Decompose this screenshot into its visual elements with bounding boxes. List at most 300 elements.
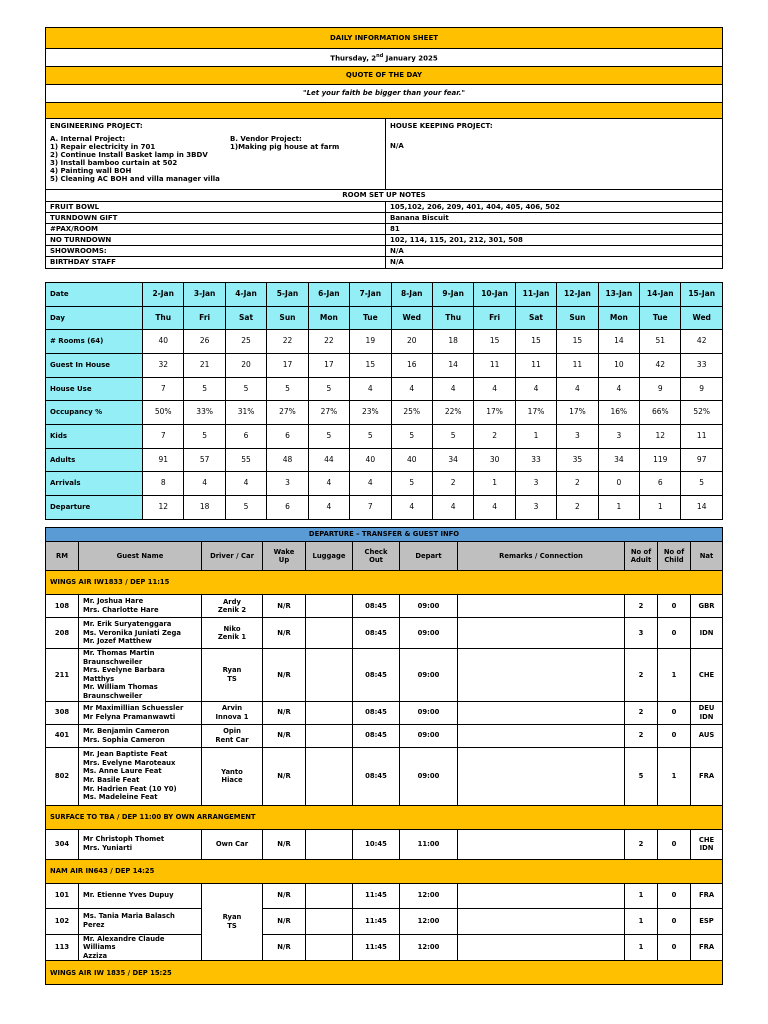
forecast-cell: 33 xyxy=(681,354,722,378)
col-depart: Depart xyxy=(400,542,458,571)
forecast-row-label: Departure xyxy=(46,496,143,520)
adult-count: 2 xyxy=(625,724,658,747)
check-out-time: 08:45 xyxy=(353,724,400,747)
forecast-cell: 4 xyxy=(432,496,473,520)
luggage-time xyxy=(306,618,353,649)
nationality: AUS xyxy=(691,724,723,747)
internal-item: 4) Painting wall BOH xyxy=(50,166,132,175)
forecast-cell: 20 xyxy=(225,354,266,378)
room-number: 308 xyxy=(46,701,79,724)
wake-up-call: N/R xyxy=(263,724,306,747)
adult-count: 2 xyxy=(625,701,658,724)
forecast-cell: 1 xyxy=(474,472,515,496)
forecast-cell: 7 xyxy=(350,496,391,520)
forecast-cell: 2 xyxy=(557,472,598,496)
guest-row xyxy=(46,649,723,702)
forecast-cell: 10 xyxy=(598,354,639,378)
child-count: 0 xyxy=(658,883,691,908)
col-rm: RM xyxy=(46,542,79,571)
forecast-row-label: Day xyxy=(46,307,143,330)
forecast-cell: Thu xyxy=(432,307,473,330)
forecast-cell: 42 xyxy=(681,330,722,354)
flight-group-title: WINGS AIR IW1833 / DEP 11:15 xyxy=(46,571,723,595)
check-out-time: 08:45 xyxy=(353,618,400,649)
nationality: CHE xyxy=(691,649,723,702)
luggage-time xyxy=(306,829,353,859)
child-count: 0 xyxy=(658,829,691,859)
forecast-cell: 3 xyxy=(515,472,556,496)
setup-value: N/A xyxy=(386,257,723,269)
internal-item: 5) Cleaning AC BOH and villa manager villa xyxy=(50,174,220,183)
forecast-cell: Sat xyxy=(225,307,266,330)
remarks-connection xyxy=(458,829,625,859)
nationality: DEU IDN xyxy=(691,701,723,724)
col-check-out: Check Out xyxy=(353,542,400,571)
wake-up-call: N/R xyxy=(263,649,306,702)
departure-table xyxy=(45,527,723,985)
adult-count: 2 xyxy=(625,829,658,859)
forecast-cell: 2 xyxy=(557,496,598,520)
guest-names: Mr. Alexandre Claude Williams Azziza xyxy=(79,934,202,961)
forecast-cell: 4 xyxy=(515,378,556,401)
vendor-project-list xyxy=(230,131,339,183)
child-count: 0 xyxy=(658,595,691,618)
forecast-cell: 0 xyxy=(598,472,639,496)
col-no-of-child: No of Child xyxy=(658,542,691,571)
forecast-cell: 4-Jan xyxy=(225,283,266,307)
setup-label: NO TURNDOWN xyxy=(46,235,386,246)
forecast-cell: Fri xyxy=(474,307,515,330)
check-out-time: 10:45 xyxy=(353,829,400,859)
forecast-cell: 12 xyxy=(640,425,681,449)
forecast-cell: 1 xyxy=(598,496,639,520)
forecast-row-label: Guest In House xyxy=(46,354,143,378)
forecast-cell: 13-Jan xyxy=(598,283,639,307)
forecast-cell: 18 xyxy=(432,330,473,354)
housekeeping-project-header: HOUSE KEEPING PROJECT: xyxy=(390,122,493,130)
forecast-cell: Tue xyxy=(350,307,391,330)
forecast-cell: 1 xyxy=(515,425,556,449)
forecast-cell: 8 xyxy=(143,472,184,496)
forecast-cell: 6-Jan xyxy=(308,283,349,307)
forecast-row-label: House Use xyxy=(46,378,143,401)
vendor-item: 1)Making pig house at farm xyxy=(230,142,340,151)
guest-row xyxy=(46,934,723,961)
child-count: 1 xyxy=(658,747,691,805)
setup-value: 81 xyxy=(386,224,723,235)
luggage-time xyxy=(306,908,353,934)
wake-up-call: N/R xyxy=(263,618,306,649)
depart-time: 12:00 xyxy=(400,934,458,961)
vendor-project-header: B. Vendor Project: xyxy=(230,134,302,143)
forecast-cell: 16 xyxy=(391,354,432,378)
driver-car: Opin Rent Car xyxy=(202,724,263,747)
room-number: 113 xyxy=(46,934,79,961)
luggage-time xyxy=(306,747,353,805)
forecast-cell: Mon xyxy=(598,307,639,330)
forecast-cell: Mon xyxy=(308,307,349,330)
nationality: FRA xyxy=(691,883,723,908)
room-number: 304 xyxy=(46,829,79,859)
remarks-connection xyxy=(458,908,625,934)
depart-time: 12:00 xyxy=(400,908,458,934)
setup-value: Banana Biscuit xyxy=(386,213,723,224)
forecast-cell: 9 xyxy=(640,378,681,401)
quote-text: "Let your faith be bigger than your fear." xyxy=(46,85,723,103)
forecast-cell: 5-Jan xyxy=(267,283,308,307)
forecast-cell: 66% xyxy=(640,401,681,425)
forecast-cell: 44 xyxy=(308,449,349,472)
forecast-cell: 5 xyxy=(681,472,722,496)
forecast-cell: 40 xyxy=(350,449,391,472)
forecast-cell: 97 xyxy=(681,449,722,472)
forecast-cell: 4 xyxy=(184,472,225,496)
flight-group-row xyxy=(46,859,723,883)
forecast-cell: 22% xyxy=(432,401,473,425)
luggage-time xyxy=(306,724,353,747)
forecast-row-label: Occupancy % xyxy=(46,401,143,425)
forecast-data-row xyxy=(46,472,723,496)
adult-count: 3 xyxy=(625,618,658,649)
forecast-cell: 14 xyxy=(432,354,473,378)
housekeeping-project-cell xyxy=(386,119,723,190)
remarks-connection xyxy=(458,883,625,908)
flight-group-row xyxy=(46,805,723,829)
forecast-cell: 11-Jan xyxy=(515,283,556,307)
guest-row xyxy=(46,701,723,724)
driver-car: Ryan TS xyxy=(202,649,263,702)
luggage-time xyxy=(306,595,353,618)
forecast-cell: 25 xyxy=(225,330,266,354)
forecast-cell: 4 xyxy=(598,378,639,401)
forecast-cell: Tue xyxy=(640,307,681,330)
guest-row xyxy=(46,724,723,747)
forecast-cell: 15 xyxy=(474,330,515,354)
setup-label: BIRTHDAY STAFF xyxy=(46,257,386,269)
forecast-cell: 4 xyxy=(391,378,432,401)
check-out-time: 11:45 xyxy=(353,908,400,934)
forecast-cell: 7 xyxy=(143,425,184,449)
forecast-cell: 15 xyxy=(557,330,598,354)
room-number: 101 xyxy=(46,883,79,908)
check-out-time: 08:45 xyxy=(353,649,400,702)
forecast-cell: Wed xyxy=(391,307,432,330)
nationality: CHE IDN xyxy=(691,829,723,859)
forecast-data-row xyxy=(46,330,723,354)
forecast-cell: 17% xyxy=(515,401,556,425)
forecast-cell: 2 xyxy=(474,425,515,449)
departure-header: DEPARTURE – TRANSFER & GUEST INFO xyxy=(46,528,723,542)
forecast-cell: 14 xyxy=(598,330,639,354)
forecast-cell: Thu xyxy=(143,307,184,330)
forecast-cell: 25% xyxy=(391,401,432,425)
forecast-cell: 3 xyxy=(598,425,639,449)
guest-row xyxy=(46,829,723,859)
forecast-cell: 33 xyxy=(515,449,556,472)
child-count: 0 xyxy=(658,724,691,747)
child-count: 0 xyxy=(658,701,691,724)
check-out-time: 11:45 xyxy=(353,883,400,908)
forecast-cell: 3 xyxy=(557,425,598,449)
luggage-time xyxy=(306,883,353,908)
col-luggage: Luggage xyxy=(306,542,353,571)
guest-names: Mr Christoph Thomet Mrs. Yuniarti xyxy=(79,829,202,859)
forecast-cell: 17% xyxy=(474,401,515,425)
flight-group-row xyxy=(46,961,723,985)
forecast-cell: 5 xyxy=(225,378,266,401)
forecast-cell: 23% xyxy=(350,401,391,425)
col-guest-name: Guest Name xyxy=(79,542,202,571)
forecast-cell: 4 xyxy=(350,472,391,496)
forecast-cell: 4 xyxy=(225,472,266,496)
forecast-cell: 12-Jan xyxy=(557,283,598,307)
forecast-cell: 1 xyxy=(640,496,681,520)
forecast-cell: 57 xyxy=(184,449,225,472)
child-count: 0 xyxy=(658,618,691,649)
quote-header: QUOTE OF THE DAY xyxy=(46,67,723,85)
forecast-cell: 18 xyxy=(184,496,225,520)
forecast-cell: 17 xyxy=(308,354,349,378)
nationality: FRA xyxy=(691,934,723,961)
forecast-cell: 3-Jan xyxy=(184,283,225,307)
depart-time: 09:00 xyxy=(400,618,458,649)
forecast-cell: 11 xyxy=(474,354,515,378)
internal-item: 3) Install bamboo curtain at 502 xyxy=(50,158,178,167)
forecast-cell: 9 xyxy=(681,378,722,401)
adult-count: 2 xyxy=(625,649,658,702)
sheet-title: DAILY INFORMATION SHEET xyxy=(46,28,723,49)
col-wake-up: Wake Up xyxy=(263,542,306,571)
internal-project-header: A. Internal Project: xyxy=(50,134,126,143)
guest-names: Mr. Erik Suryatenggara Ms. Veronika Juniati Zega Mr. Jozef Matthew xyxy=(79,618,202,649)
depart-time: 09:00 xyxy=(400,649,458,702)
check-out-time: 11:45 xyxy=(353,934,400,961)
forecast-cell: 34 xyxy=(432,449,473,472)
remarks-connection xyxy=(458,724,625,747)
depart-time: 12:00 xyxy=(400,883,458,908)
forecast-cell: 42 xyxy=(640,354,681,378)
guest-row xyxy=(46,908,723,934)
forecast-cell: 5 xyxy=(308,425,349,449)
guest-row xyxy=(46,618,723,649)
forecast-row-label: Adults xyxy=(46,449,143,472)
forecast-cell: 19 xyxy=(350,330,391,354)
guest-names: Ms. Tania Maria Balasch Perez xyxy=(79,908,202,934)
forecast-cell: 31% xyxy=(225,401,266,425)
forecast-cell: 27% xyxy=(267,401,308,425)
driver-car: Niko Zenik 1 xyxy=(202,618,263,649)
forecast-data-row xyxy=(46,401,723,425)
forecast-cell: Sun xyxy=(557,307,598,330)
forecast-cell: 15-Jan xyxy=(681,283,722,307)
room-number: 108 xyxy=(46,595,79,618)
forecast-cell: 32 xyxy=(143,354,184,378)
child-count: 0 xyxy=(658,934,691,961)
forecast-row-label: Kids xyxy=(46,425,143,449)
forecast-date-row xyxy=(46,283,723,307)
room-number: 401 xyxy=(46,724,79,747)
forecast-cell: 40 xyxy=(391,449,432,472)
info-header-table xyxy=(45,27,723,269)
wake-up-call: N/R xyxy=(263,908,306,934)
check-out-time: 08:45 xyxy=(353,701,400,724)
nationality: ESP xyxy=(691,908,723,934)
room-number: 208 xyxy=(46,618,79,649)
room-setup-header: ROOM SET UP NOTES xyxy=(46,190,723,202)
adult-count: 1 xyxy=(625,908,658,934)
guest-names: Mr. Benjamin Cameron Mrs. Sophia Cameron xyxy=(79,724,202,747)
guest-names: Mr. Jean Baptiste Feat Mrs. Evelyne Maroteaux Ms. Anne Laure Feat Mr. Basile Feat Mr. Hadrien Feat (10 Y0) Ms. Madeleine Feat xyxy=(79,747,202,805)
remarks-connection xyxy=(458,618,625,649)
remarks-connection xyxy=(458,701,625,724)
wake-up-call: N/R xyxy=(263,934,306,961)
depart-time: 09:00 xyxy=(400,595,458,618)
guest-names: Mr. Etienne Yves Dupuy xyxy=(79,883,202,908)
room-number: 802 xyxy=(46,747,79,805)
forecast-cell: 5 xyxy=(308,378,349,401)
adult-count: 5 xyxy=(625,747,658,805)
setup-label: TURNDOWN GIFT xyxy=(46,213,386,224)
setup-label: FRUIT BOWL xyxy=(46,202,386,213)
setup-value: 102, 114, 115, 201, 212, 301, 508 xyxy=(386,235,723,246)
forecast-cell: 6 xyxy=(640,472,681,496)
forecast-cell: 3 xyxy=(515,496,556,520)
forecast-cell: 22 xyxy=(267,330,308,354)
forecast-cell: 11 xyxy=(557,354,598,378)
housekeeping-project-value: N/A xyxy=(390,141,404,150)
adult-count: 1 xyxy=(625,934,658,961)
driver-car: Ryan TS xyxy=(202,883,263,961)
nationality: FRA xyxy=(691,747,723,805)
forecast-cell: 4 xyxy=(391,496,432,520)
col-remarks: Remarks / Connection xyxy=(458,542,625,571)
forecast-cell: 9-Jan xyxy=(432,283,473,307)
driver-car: Own Car xyxy=(202,829,263,859)
guest-row xyxy=(46,883,723,908)
wake-up-call: N/R xyxy=(263,595,306,618)
forecast-cell: 2 xyxy=(432,472,473,496)
forecast-cell: 6 xyxy=(267,496,308,520)
luggage-time xyxy=(306,934,353,961)
flight-group-title: WINGS AIR IW 1835 / DEP 15:25 xyxy=(46,961,723,985)
nationality: IDN xyxy=(691,618,723,649)
forecast-cell: 48 xyxy=(267,449,308,472)
wake-up-call: N/R xyxy=(263,701,306,724)
engineering-project-header: ENGINEERING PROJECT: xyxy=(50,122,143,130)
forecast-cell: Sun xyxy=(267,307,308,330)
forecast-data-row xyxy=(46,449,723,472)
forecast-cell: 3 xyxy=(267,472,308,496)
flight-group-title: NAM AIR IN643 / DEP 14:25 xyxy=(46,859,723,883)
forecast-cell: 5 xyxy=(225,496,266,520)
child-count: 1 xyxy=(658,649,691,702)
col-driver-car: Driver / Car xyxy=(202,542,263,571)
forecast-table xyxy=(45,282,723,520)
driver-car: Yanto Hiace xyxy=(202,747,263,805)
setup-label: SHOWROOMS: xyxy=(46,246,386,257)
flight-group-title: SURFACE TO TBA / DEP 11:00 BY OWN ARRANGEMENT xyxy=(46,805,723,829)
forecast-cell: 35 xyxy=(557,449,598,472)
setup-label: #PAX/ROOM xyxy=(46,224,386,235)
forecast-cell: 5 xyxy=(391,472,432,496)
forecast-cell: 4 xyxy=(474,378,515,401)
forecast-cell: 12 xyxy=(143,496,184,520)
forecast-cell: 15 xyxy=(515,330,556,354)
col-no-of-adult: No of Adult xyxy=(625,542,658,571)
forecast-cell: 34 xyxy=(598,449,639,472)
luggage-time xyxy=(306,649,353,702)
driver-car: Arvin Innova 1 xyxy=(202,701,263,724)
wake-up-call: N/R xyxy=(263,747,306,805)
forecast-cell: 91 xyxy=(143,449,184,472)
remarks-connection xyxy=(458,595,625,618)
adult-count: 1 xyxy=(625,883,658,908)
forecast-cell: 30 xyxy=(474,449,515,472)
forecast-cell: Fri xyxy=(184,307,225,330)
forecast-cell: 20 xyxy=(391,330,432,354)
forecast-cell: 5 xyxy=(184,425,225,449)
nationality: GBR xyxy=(691,595,723,618)
forecast-cell: 27% xyxy=(308,401,349,425)
forecast-cell: 4 xyxy=(432,378,473,401)
col-nat: Nat xyxy=(691,542,723,571)
engineering-project-cell xyxy=(46,119,386,190)
forecast-row-label: # Rooms (64) xyxy=(46,330,143,354)
forecast-cell: Sat xyxy=(515,307,556,330)
setup-value: N/A xyxy=(386,246,723,257)
forecast-row-label: Date xyxy=(46,283,143,307)
forecast-cell: 7 xyxy=(143,378,184,401)
setup-value: 105,102, 206, 209, 401, 404, 405, 406, 502 xyxy=(386,202,723,213)
forecast-cell: 4 xyxy=(557,378,598,401)
forecast-cell: 52% xyxy=(681,401,722,425)
forecast-cell: 4 xyxy=(308,472,349,496)
forecast-cell: 7-Jan xyxy=(350,283,391,307)
guest-names: Mr. Joshua Hare Mrs. Charlotte Hare xyxy=(79,595,202,618)
forecast-cell: 15 xyxy=(350,354,391,378)
spacer-band xyxy=(46,103,723,119)
forecast-cell: 119 xyxy=(640,449,681,472)
forecast-cell: Wed xyxy=(681,307,722,330)
sheet-date: Thursday, 2nd January 2025 xyxy=(46,49,723,67)
forecast-data-row xyxy=(46,496,723,520)
forecast-cell: 6 xyxy=(267,425,308,449)
forecast-cell: 8-Jan xyxy=(391,283,432,307)
forecast-cell: 11 xyxy=(681,425,722,449)
forecast-cell: 5 xyxy=(432,425,473,449)
forecast-cell: 14 xyxy=(681,496,722,520)
wake-up-call: N/R xyxy=(263,883,306,908)
room-number: 102 xyxy=(46,908,79,934)
forecast-cell: 51 xyxy=(640,330,681,354)
forecast-cell: 40 xyxy=(143,330,184,354)
forecast-cell: 5 xyxy=(391,425,432,449)
forecast-data-row xyxy=(46,354,723,378)
forecast-data-row xyxy=(46,378,723,401)
forecast-cell: 5 xyxy=(267,378,308,401)
forecast-cell: 11 xyxy=(515,354,556,378)
forecast-cell: 4 xyxy=(350,378,391,401)
forecast-cell: 50% xyxy=(143,401,184,425)
forecast-cell: 5 xyxy=(350,425,391,449)
wake-up-call: N/R xyxy=(263,829,306,859)
forecast-cell: 17 xyxy=(267,354,308,378)
internal-project-list xyxy=(50,131,230,183)
forecast-cell: 4 xyxy=(308,496,349,520)
flight-group-row xyxy=(46,571,723,595)
forecast-cell: 5 xyxy=(184,378,225,401)
guest-row xyxy=(46,747,723,805)
